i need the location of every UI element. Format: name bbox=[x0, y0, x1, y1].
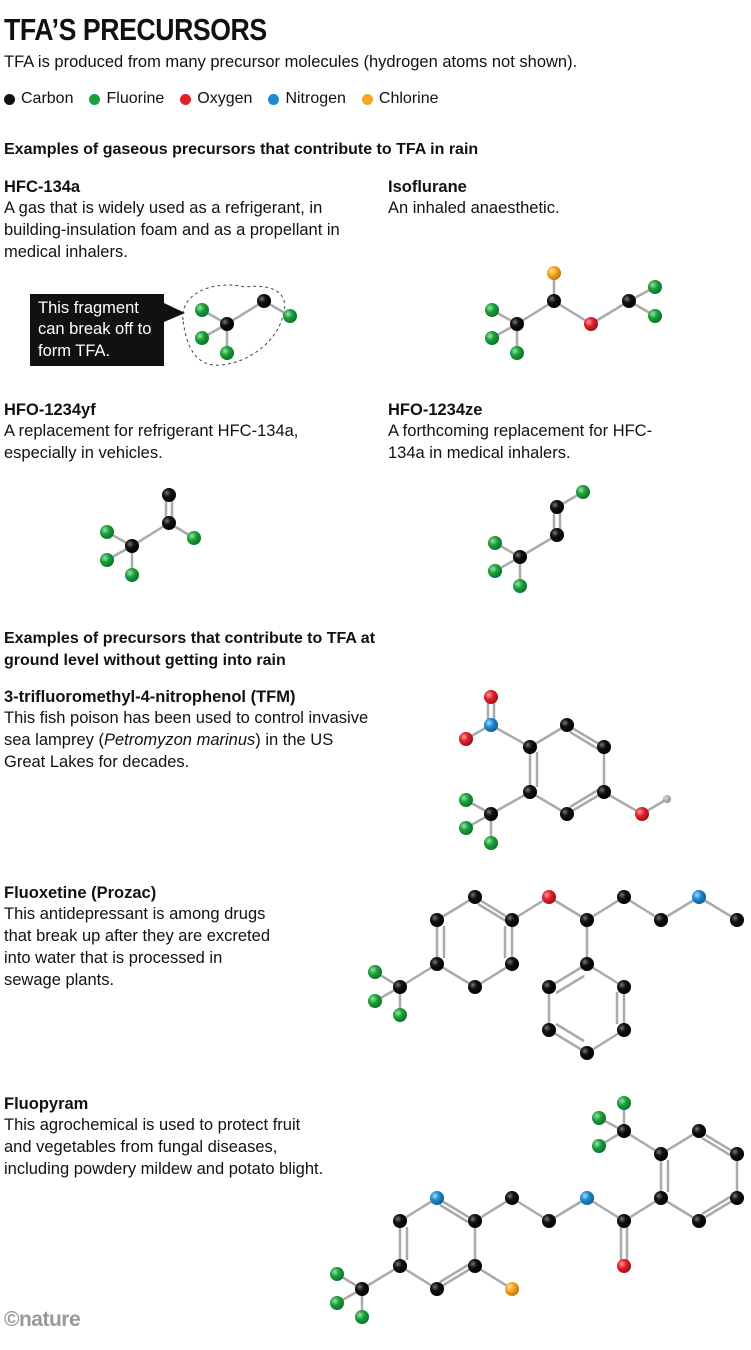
legend-label: Nitrogen bbox=[285, 90, 346, 107]
molecule-description: A replacement for refrigerant HFC-134a, especially in vehicles. bbox=[4, 422, 299, 463]
fluorine-atom bbox=[484, 836, 498, 850]
oxygen-atom bbox=[459, 732, 473, 746]
fluorine-atom bbox=[393, 1008, 407, 1022]
legend-label: Oxygen bbox=[197, 90, 253, 107]
legend-label: Carbon bbox=[21, 90, 74, 107]
fluorine-atom bbox=[355, 1310, 369, 1324]
carbon-atom bbox=[597, 785, 611, 799]
molecule-description: A gas that is widely used as a refrigerant, in building-insulation foam and as a propellant in medical inhalers. bbox=[4, 199, 340, 261]
carbon-atom bbox=[468, 1214, 482, 1228]
carbon-atom bbox=[730, 913, 744, 927]
carbon-atom bbox=[468, 980, 482, 994]
carbon-atom bbox=[542, 1214, 556, 1228]
fluorine-atom bbox=[592, 1139, 606, 1153]
fluorine-atom bbox=[485, 331, 499, 345]
legend-label: Chlorine bbox=[378, 90, 439, 107]
carbon-atom bbox=[617, 1124, 631, 1138]
hfc134a-molecule bbox=[195, 294, 297, 360]
carbon-atom bbox=[510, 317, 524, 331]
fluorine-atom bbox=[125, 568, 139, 582]
fluorine-atom bbox=[100, 553, 114, 567]
carbon-atom bbox=[730, 1147, 744, 1161]
chlorine-atom bbox=[547, 266, 561, 280]
fluorine-atom bbox=[330, 1296, 344, 1310]
isoflurane-molecule bbox=[485, 266, 662, 360]
subtitle: TFA is produced from many precursor molecules (hydrogen atoms not shown). bbox=[4, 53, 578, 71]
carbon-atom bbox=[560, 807, 574, 821]
carbon-atom bbox=[430, 913, 444, 927]
carbon-atom bbox=[692, 1214, 706, 1228]
carbon-atom bbox=[597, 740, 611, 754]
description-part: ) in the US Great Lakes for decades. bbox=[4, 731, 334, 771]
fluorine-atom bbox=[195, 303, 209, 317]
molecule-name: Isoflurane bbox=[388, 178, 467, 196]
carbon-atom bbox=[617, 890, 631, 904]
carbon-atom bbox=[220, 317, 234, 331]
carbon-atom bbox=[393, 1259, 407, 1273]
nitrogen-atom bbox=[430, 1191, 444, 1205]
fluorine-atom bbox=[648, 309, 662, 323]
molecule-description: A forthcoming replacement for HFC-134a in medical inhalers. bbox=[388, 422, 653, 463]
oxygen-atom bbox=[617, 1259, 631, 1273]
carbon-atom bbox=[580, 913, 594, 927]
fluopyram-molecule bbox=[330, 1096, 744, 1324]
fluorine-atom bbox=[283, 309, 297, 323]
carbon-atom bbox=[468, 1259, 482, 1273]
carbon-atom bbox=[692, 1124, 706, 1138]
hfo1234ze-molecule bbox=[488, 485, 590, 593]
section-heading-ground: Examples of precursors that contribute to TFA at ground level without getting into rain bbox=[4, 630, 376, 669]
fluorine-atom bbox=[513, 579, 527, 593]
oxygen-atom bbox=[484, 690, 498, 704]
hfo1234yf-molecule bbox=[100, 488, 201, 582]
nitrogen-atom bbox=[580, 1191, 594, 1205]
carbon-atom bbox=[257, 294, 271, 308]
tfm-molecule bbox=[459, 690, 671, 850]
carbon-atom bbox=[393, 1214, 407, 1228]
carbon-atom bbox=[654, 1147, 668, 1161]
carbon-atom bbox=[617, 1214, 631, 1228]
chlorine-atom bbox=[505, 1282, 519, 1296]
molecule-name: Fluopyram bbox=[4, 1095, 89, 1113]
species-name: Petromyzon marinus bbox=[103, 731, 256, 750]
callout-pointer bbox=[164, 303, 185, 322]
fluorine-atom bbox=[592, 1111, 606, 1125]
fragment-callout: This fragment can break off to form TFA. bbox=[30, 294, 164, 366]
carbon-atom bbox=[162, 488, 176, 502]
carbon-atom bbox=[505, 1191, 519, 1205]
carbon-atom bbox=[730, 1191, 744, 1205]
carbon-atom bbox=[468, 890, 482, 904]
fluorine-atom bbox=[195, 331, 209, 345]
oxygen-atom bbox=[542, 890, 556, 904]
carbon-atom bbox=[542, 1023, 556, 1037]
oxygen-atom bbox=[584, 317, 598, 331]
fluoxetine-molecule bbox=[368, 890, 744, 1060]
fluorine-atom bbox=[368, 965, 382, 979]
carbon-atom bbox=[355, 1282, 369, 1296]
carbon-atom bbox=[430, 1282, 444, 1296]
molecule-description: This agrochemical is used to protect fruit and vegetables from fungal diseases, including powdery mildew and potato blight. bbox=[4, 1116, 324, 1178]
carbon-atom bbox=[654, 913, 668, 927]
fluorine-atom bbox=[368, 994, 382, 1008]
molecule-name: HFO-1234ze bbox=[388, 401, 483, 419]
carbon-atom bbox=[162, 516, 176, 530]
carbon-atom bbox=[547, 294, 561, 308]
molecule-description: An inhaled anaesthetic. bbox=[388, 199, 560, 218]
fluorine-atom bbox=[488, 564, 502, 578]
carbon-atom bbox=[622, 294, 636, 308]
carbon-atom bbox=[505, 957, 519, 971]
molecule-name: 3-trifluoromethyl-4-nitrophenol (TFM) bbox=[4, 688, 296, 706]
fluorine-atom bbox=[488, 536, 502, 550]
carbon-atom bbox=[617, 980, 631, 994]
fluorine-atom bbox=[648, 280, 662, 294]
nitrogen-atom bbox=[484, 718, 498, 732]
carbon-atom bbox=[542, 980, 556, 994]
fluorine-atom bbox=[220, 346, 234, 360]
carbon-atom bbox=[505, 913, 519, 927]
molecule-name: Fluoxetine (Prozac) bbox=[4, 884, 157, 902]
carbon-atom bbox=[393, 980, 407, 994]
description-part: This fish poison has been used to control invasive sea lamprey ( bbox=[4, 709, 369, 750]
fluorine-atom bbox=[510, 346, 524, 360]
carbon-atom bbox=[430, 957, 444, 971]
oxygen-atom bbox=[635, 807, 649, 821]
fluorine-atom bbox=[459, 821, 473, 835]
fluorine-atom bbox=[617, 1096, 631, 1110]
carbon-atom bbox=[125, 539, 139, 553]
nitrogen-atom bbox=[692, 890, 706, 904]
fluorine-atom bbox=[330, 1267, 344, 1281]
carbon-atom bbox=[523, 785, 537, 799]
page-title: TFA’S PRECURSORS bbox=[4, 12, 267, 47]
molecule-name: HFC-134a bbox=[4, 178, 81, 196]
fluorine-atom bbox=[459, 793, 473, 807]
carbon-atom bbox=[617, 1023, 631, 1037]
carbon-atom bbox=[513, 550, 527, 564]
legend-label: Fluorine bbox=[106, 90, 165, 107]
molecule-description: This antidepressant is among drugs that break up after they are excreted into water that is processed in sewage plants. bbox=[4, 905, 270, 989]
nature-logo: ©nature bbox=[4, 1308, 81, 1331]
carbon-atom bbox=[550, 500, 564, 514]
fluorine-atom bbox=[485, 303, 499, 317]
carbon-atom bbox=[523, 740, 537, 754]
carbon-atom bbox=[580, 957, 594, 971]
fluorine-atom bbox=[576, 485, 590, 499]
carbon-atom bbox=[550, 528, 564, 542]
fluorine-atom bbox=[187, 531, 201, 545]
carbon-atom bbox=[560, 718, 574, 732]
carbon-atom bbox=[654, 1191, 668, 1205]
section-heading-gaseous: Examples of gaseous precursors that contribute to TFA in rain bbox=[4, 141, 479, 158]
fluorine-atom bbox=[100, 525, 114, 539]
carbon-atom bbox=[580, 1046, 594, 1060]
hydrogen-atom bbox=[663, 795, 671, 803]
molecule-name: HFO-1234yf bbox=[4, 401, 96, 419]
carbon-atom bbox=[484, 807, 498, 821]
